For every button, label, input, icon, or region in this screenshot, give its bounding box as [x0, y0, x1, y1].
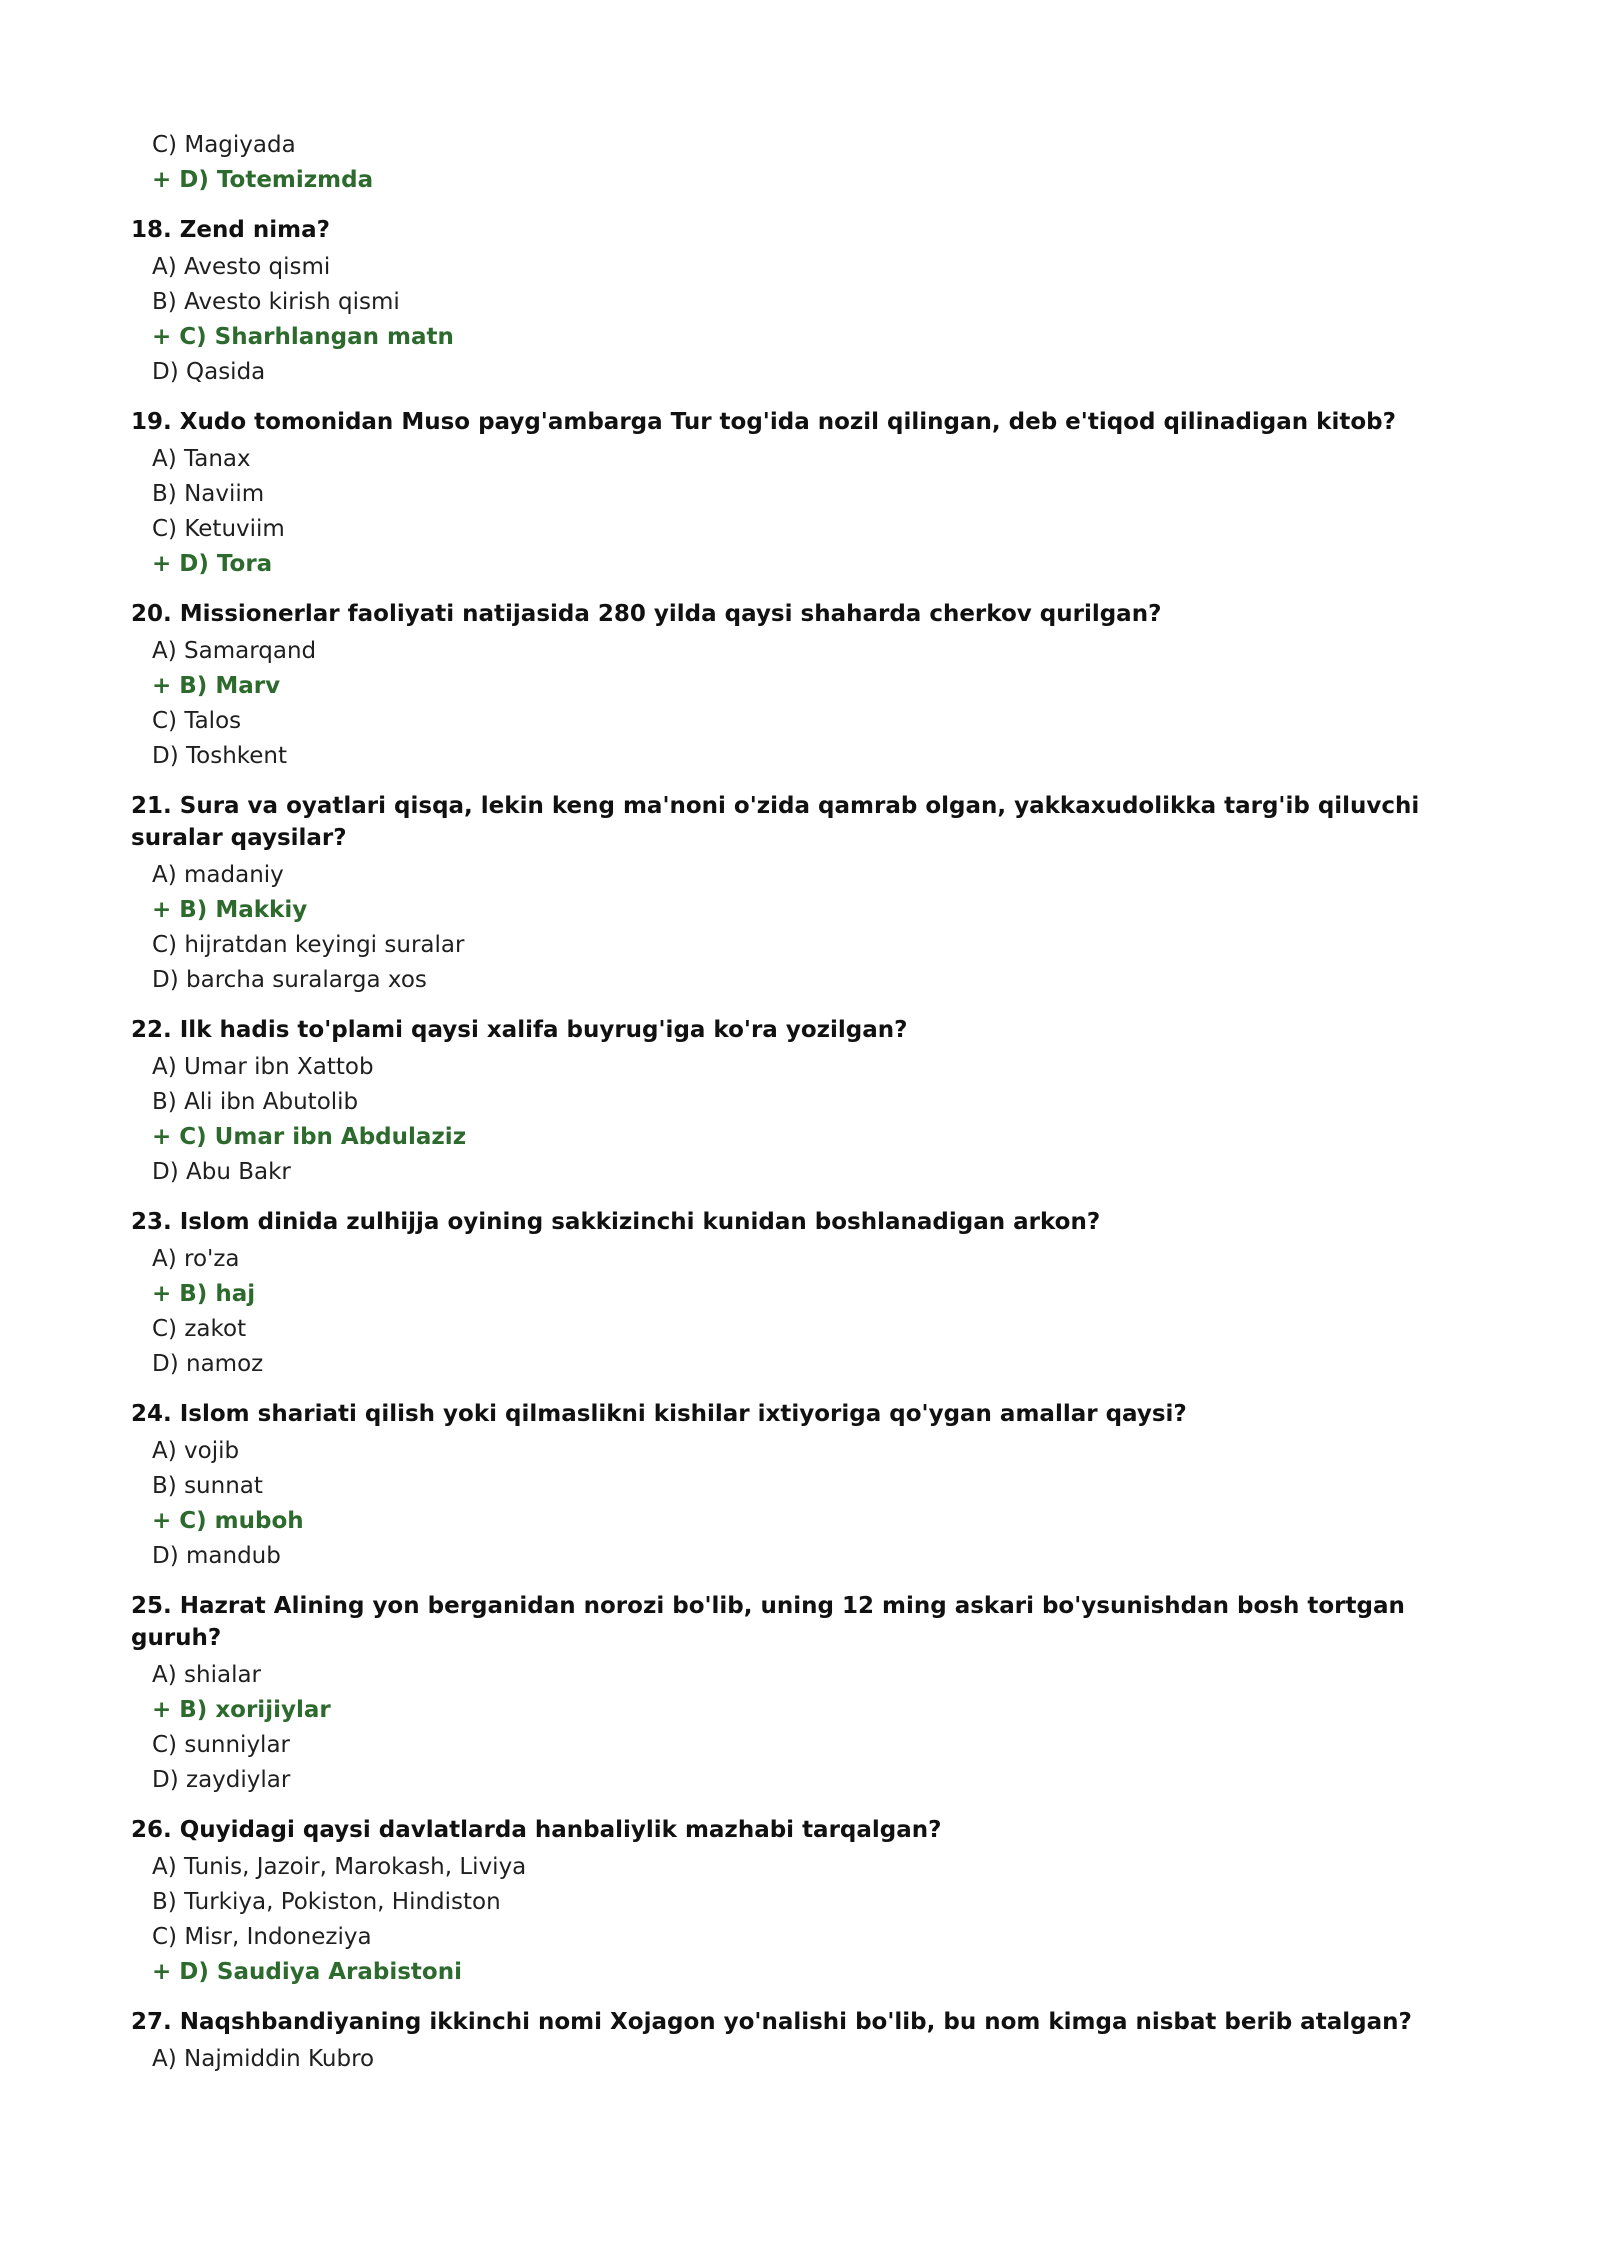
answer-option: B) Avesto kirish qismi — [152, 289, 400, 315]
answer-options — [152, 858, 1440, 998]
answer-option: D) namoz — [152, 1351, 264, 1377]
answer-option: C) Talos — [152, 708, 242, 734]
answer-option: A) ro'za — [152, 1246, 240, 1272]
answer-option: A) shialar — [152, 1662, 262, 1688]
answer-options — [152, 442, 1440, 582]
question-text: 25. Hazrat Alining yon berganidan norozi bo'lib, uning 12 ming askari bo'ysunishdan bosh tortgan guruh? — [131, 1593, 1405, 1651]
question-text: 27. Naqshbandiyaning ikkinchi nomi Xojagon yo'nalishi bo'lib, bu nom kimga nisbat berib atalgan? — [131, 2009, 1412, 2035]
question-block — [131, 2006, 1440, 2077]
question-text: 18. Zend nima? — [131, 217, 330, 243]
answer-option: A) madaniy — [152, 862, 284, 888]
answer-option: C) hijratdan keyingi suralar — [152, 932, 465, 958]
answer-options — [152, 250, 1440, 390]
correct-answer-option: + B) Marv — [152, 673, 281, 699]
correct-answer-option: + C) muboh — [152, 1508, 304, 1534]
question-block — [131, 1590, 1440, 1798]
answer-option: D) zaydiylar — [152, 1767, 291, 1793]
correct-answer-option: + B) haj — [152, 1281, 256, 1307]
question-block — [131, 214, 1440, 390]
answer-options — [152, 1050, 1440, 1190]
answer-option: D) Toshkent — [152, 743, 288, 769]
answer-option: A) Avesto qismi — [152, 254, 331, 280]
question-block-continued — [131, 128, 1440, 198]
answer-option: C) Misr, Indoneziya — [152, 1924, 372, 1950]
answer-options — [152, 634, 1440, 774]
answer-option: A) Samarqand — [152, 638, 317, 664]
answer-option: C) Ketuviim — [152, 516, 285, 542]
question-block — [131, 598, 1440, 774]
answer-option: B) Turkiya, Pokiston, Hindiston — [152, 1889, 501, 1915]
answer-options — [152, 1850, 1440, 1990]
question-block — [131, 406, 1440, 582]
answer-options — [152, 1434, 1440, 1574]
answer-option: D) barcha suralarga xos — [152, 967, 427, 993]
correct-answer-option: + B) Makkiy — [152, 897, 308, 923]
answer-option: A) Tunis, Jazoir, Marokash, Liviya — [152, 1854, 527, 1880]
answer-options — [152, 2042, 1440, 2077]
answer-options — [152, 1658, 1440, 1798]
question-text: 21. Sura va oyatlari qisqa, lekin keng ma'noni o'zida qamrab olgan, yakkaxudolikka targ'ib qiluvchi suralar qaysilar? — [131, 793, 1420, 851]
question-block — [131, 1814, 1440, 1990]
question-text: 22. Ilk hadis to'plami qaysi xalifa buyrug'iga ko'ra yozilgan? — [131, 1017, 908, 1043]
answer-option: A) vojib — [152, 1438, 240, 1464]
answer-option: A) Tanax — [152, 446, 251, 472]
answer-option: B) sunnat — [152, 1473, 263, 1499]
question-block — [131, 790, 1440, 998]
answer-option: A) Najmiddin Kubro — [152, 2046, 375, 2072]
correct-answer-option: + D) Tora — [152, 551, 273, 577]
question-text: 19. Xudo tomonidan Muso payg'ambarga Tur tog'ida nozil qilingan, deb e'tiqod qilinadigan kitob? — [131, 409, 1396, 435]
question-text: 23. Islom dinida zulhijja oyining sakkizinchi kunidan boshlanadigan arkon? — [131, 1209, 1101, 1235]
correct-answer-option: + D) Saudiya Arabistoni — [152, 1959, 462, 1985]
question-block — [131, 1398, 1440, 1574]
question-block — [131, 1206, 1440, 1382]
correct-answer-option: + B) xorijiylar — [152, 1697, 331, 1723]
question-block — [131, 1014, 1440, 1190]
answer-option: D) Qasida — [152, 359, 266, 385]
answer-option: B) Ali ibn Abutolib — [152, 1089, 359, 1115]
question-text: 26. Quyidagi qaysi davlatlarda hanbaliylik mazhabi tarqalgan? — [131, 1817, 942, 1843]
quiz-content — [131, 128, 1440, 2077]
answer-options — [152, 128, 1440, 198]
correct-answer-option: + C) Sharhlangan matn — [152, 324, 454, 350]
answer-option: C) Magiyada — [152, 132, 296, 158]
answer-option: D) Abu Bakr — [152, 1159, 291, 1185]
question-text: 24. Islom shariati qilish yoki qilmaslikni kishilar ixtiyoriga qo'ygan amallar qaysi? — [131, 1401, 1187, 1427]
answer-option: D) mandub — [152, 1543, 281, 1569]
answer-options — [152, 1242, 1440, 1382]
answer-option: A) Umar ibn Xattob — [152, 1054, 374, 1080]
answer-option: C) zakot — [152, 1316, 247, 1342]
answer-option: B) Naviim — [152, 481, 265, 507]
correct-answer-option: + C) Umar ibn Abdulaziz — [152, 1124, 467, 1150]
correct-answer-option: + D) Totemizmda — [152, 167, 374, 193]
question-text: 20. Missionerlar faoliyati natijasida 280 yilda qaysi shaharda cherkov qurilgan? — [131, 601, 1162, 627]
answer-option: C) sunniylar — [152, 1732, 290, 1758]
